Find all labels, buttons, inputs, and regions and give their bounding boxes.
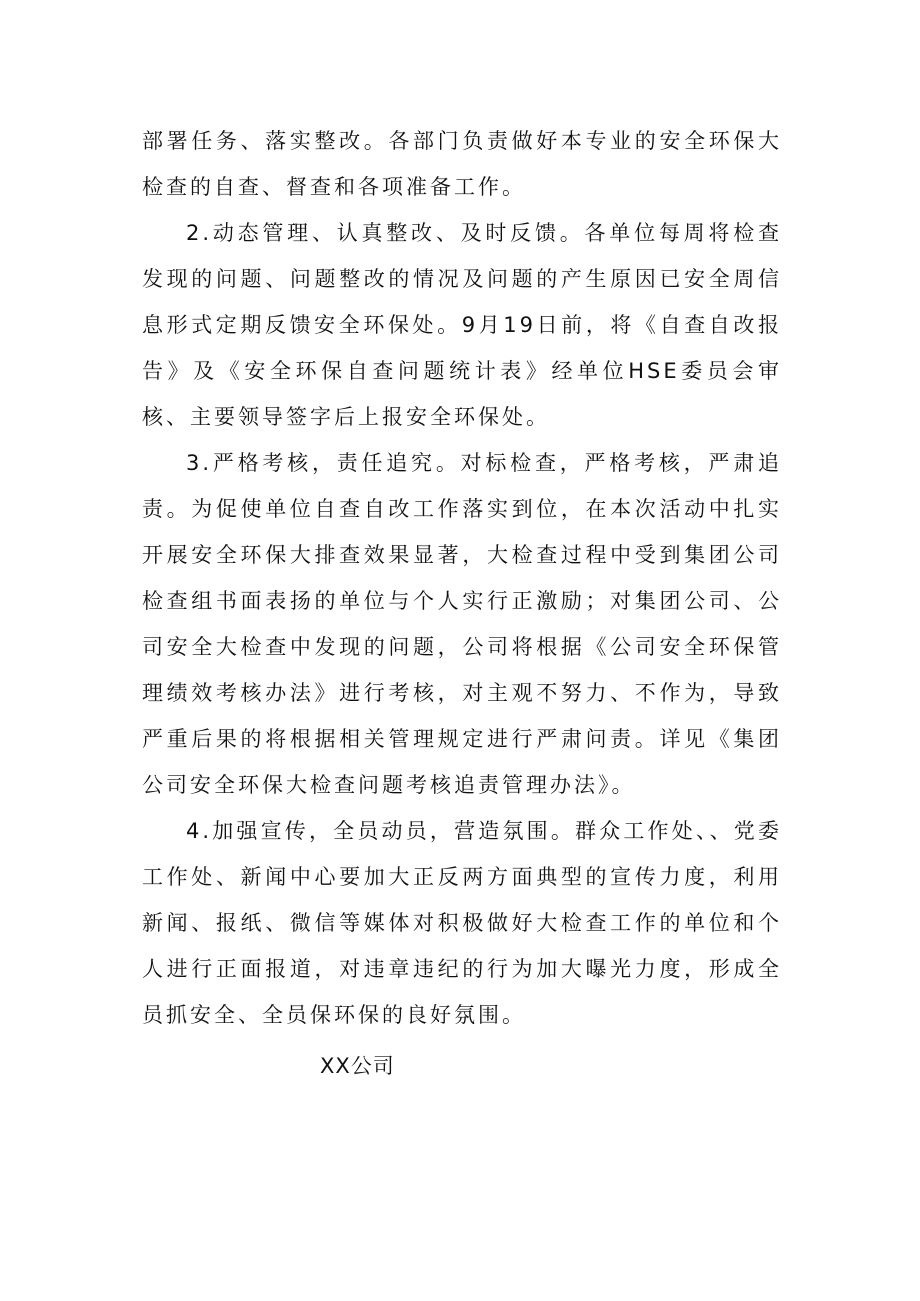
paragraph-item-2: 2.动态管理、认真整改、及时反馈。各单位每周将检查发现的问题、问题整改的情况及问题的产生原因已安全周信息形式定期反馈安全环保处。9月19日前，将《自查自改报告》及《安全环保自查问题统计表》经单位HSE委员会审核、主要领导签字后上报安全环保处。 <box>142 221 782 429</box>
paragraph-item-4: 4.加强宣传，全员动员，营造氛围。群众工作处、、党委工作处、新闻中心要加大正反两方面典型的宣传力度，利用新闻、报纸、微信等媒体对积极做好大检查工作的单位和个人进行正面报道，对违章违纪的行为加大曝光力度，形成全员抓安全、全员保环保的良好氛围。 <box>142 819 782 1027</box>
document-body <box>142 118 782 1038</box>
paragraph-continuation: 部署任务、落实整改。各部门负责做好本专业的安全环保大检查的自查、督查和各项准备工作。 <box>142 129 782 199</box>
signature-company: XX公司 <box>320 1054 395 1078</box>
paragraph-item-3: 3.严格考核，责任追究。对标检查，严格考核，严肃追责。为促使单位自查自改工作落实到位，在本次活动中扎实开展安全环保大排查效果显著，大检查过程中受到集团公司检查组书面表扬的单位与个人实行正激励；对集团公司、公司安全大检查中发现的问题，公司将根据《公司安全环保管理绩效考核办法》进行考核，对主观不努力、不作为，导致严重后果的将根据相关管理规定进行严肃问责。详见《集团公司安全环保大检查问题考核追责管理办法》。 <box>142 451 782 797</box>
